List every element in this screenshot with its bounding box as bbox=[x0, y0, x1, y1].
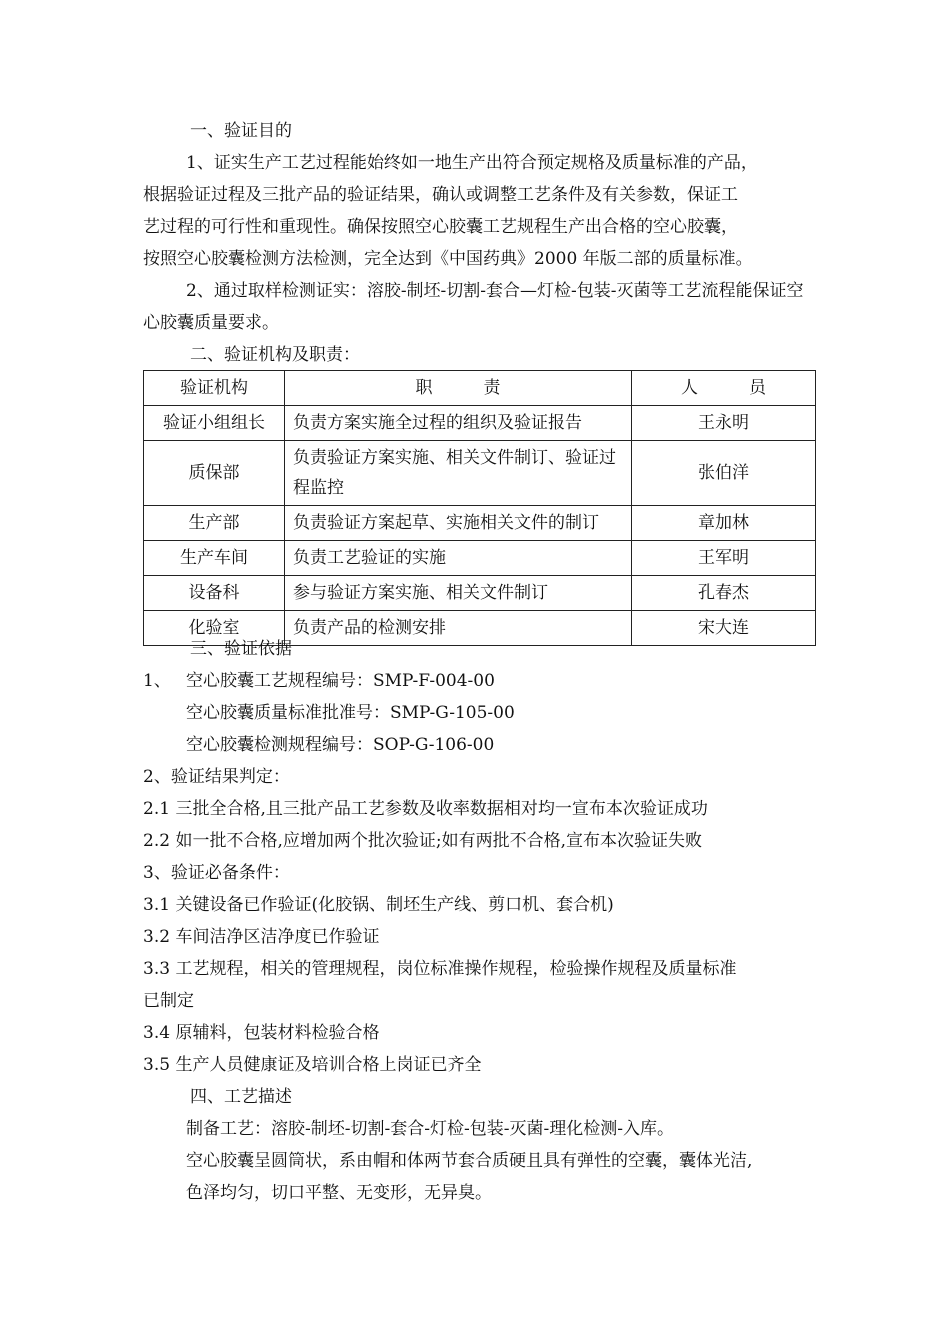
condition-title: 3、验证必备条件： bbox=[143, 863, 290, 883]
header-person: 人 员 bbox=[632, 371, 816, 406]
person-cell: 王军明 bbox=[632, 541, 816, 576]
condition-item-3: 3.3 工艺规程，相关的管理规程，岗位标准操作规程，检验操作规程及质量标准 bbox=[143, 959, 737, 979]
table-row bbox=[144, 441, 816, 506]
person-cell: 章加林 bbox=[632, 506, 816, 541]
basis-item-1: 空心胶囊工艺规程编号：SMP-F-004-00 bbox=[186, 671, 495, 691]
purpose-p1-line-1: 1、证实生产工艺过程能始终如一地生产出符合预定规格及质量标准的产品， bbox=[186, 153, 758, 173]
condition-item-3-cont: 已制定 bbox=[143, 991, 194, 1011]
duty-cell: 负责验证方案实施、相关文件制订、验证过程监控 bbox=[285, 441, 632, 506]
table-row bbox=[144, 541, 816, 576]
person-cell: 张伯洋 bbox=[632, 441, 816, 506]
basis-number: 1、 bbox=[143, 671, 171, 691]
section-2-title: 二、验证机构及职责： bbox=[190, 345, 360, 365]
person-cell: 王永明 bbox=[632, 406, 816, 441]
org-cell: 生产部 bbox=[144, 506, 285, 541]
purpose-p1-line-3: 艺过程的可行性和重现性。确保按照空心胶囊工艺规程生产出合格的空心胶囊， bbox=[143, 217, 738, 237]
basis-item-3: 空心胶囊检测规程编号：SOP-G-106-00 bbox=[186, 735, 495, 755]
org-cell: 化验室 bbox=[144, 611, 285, 646]
duty-cell: 负责工艺验证的实施 bbox=[285, 541, 632, 576]
condition-item-5: 3.5 生产人员健康证及培训合格上岗证已齐全 bbox=[143, 1055, 482, 1075]
process-line: 制备工艺：溶胶-制坯-切割-套合-灯检-包装-灭菌-理化检测-入库。 bbox=[186, 1119, 674, 1139]
section-4-title: 四、工艺描述 bbox=[190, 1087, 292, 1107]
purpose-p2-line-2: 心胶囊质量要求。 bbox=[143, 313, 279, 333]
condition-item-2: 3.2 车间洁净区洁净度已作验证 bbox=[143, 927, 380, 947]
description-line-2: 色泽均匀，切口平整、无变形，无异臭。 bbox=[186, 1183, 492, 1203]
org-cell: 生产车间 bbox=[144, 541, 285, 576]
purpose-p1-line-4: 按照空心胶囊检测方法检测，完全达到《中国药典》2000 年版二部的质量标准。 bbox=[143, 249, 753, 269]
purpose-p2-line-1: 2、通过取样检测证实：溶胶-制坯-切割-套合—灯检-包装-灭菌等工艺流程能保证空 bbox=[186, 281, 804, 301]
header-duty: 职 责 bbox=[285, 371, 632, 406]
duty-cell: 参与验证方案实施、相关文件制订 bbox=[285, 576, 632, 611]
table-row bbox=[144, 406, 816, 441]
judge-title: 2、验证结果判定： bbox=[143, 767, 290, 787]
org-cell: 验证小组组长 bbox=[144, 406, 285, 441]
section-1-title: 一、验证目的 bbox=[190, 121, 292, 141]
org-cell: 质保部 bbox=[144, 441, 285, 506]
condition-item-4: 3.4 原辅料，包装材料检验合格 bbox=[143, 1023, 380, 1043]
table-row bbox=[144, 506, 816, 541]
table-row bbox=[144, 576, 816, 611]
description-line-1: 空心胶囊呈圆筒状，系由帽和体两节套合质硬且具有弹性的空囊，囊体光洁, bbox=[186, 1151, 753, 1171]
purpose-p1-line-2: 根据验证过程及三批产品的验证结果，确认或调整工艺条件及有关参数，保证工 bbox=[143, 185, 738, 205]
duty-cell: 负责产品的检测安排 bbox=[285, 611, 632, 646]
judge-item-2: 2.2 如一批不合格,应增加两个批次验证;如有两批不合格,宣布本次验证失败 bbox=[143, 831, 702, 851]
person-cell: 宋大连 bbox=[632, 611, 816, 646]
org-cell: 设备科 bbox=[144, 576, 285, 611]
table-header-row bbox=[144, 371, 816, 406]
header-org: 验证机构 bbox=[144, 371, 285, 406]
duty-cell: 负责方案实施全过程的组织及验证报告 bbox=[285, 406, 632, 441]
condition-item-1: 3.1 关键设备已作验证(化胶锅、制坯生产线、剪口机、套合机) bbox=[143, 895, 614, 915]
person-cell: 孔春杰 bbox=[632, 576, 816, 611]
duty-cell: 负责验证方案起草、实施相关文件的制订 bbox=[285, 506, 632, 541]
judge-item-1: 2.1 三批全合格,且三批产品工艺参数及收率数据相对均一宣布本次验证成功 bbox=[143, 799, 708, 819]
roles-table bbox=[143, 370, 816, 646]
section-3-title: 三、验证依据 bbox=[190, 639, 292, 659]
basis-item-2: 空心胶囊质量标准批准号：SMP-G-105-00 bbox=[186, 703, 515, 723]
